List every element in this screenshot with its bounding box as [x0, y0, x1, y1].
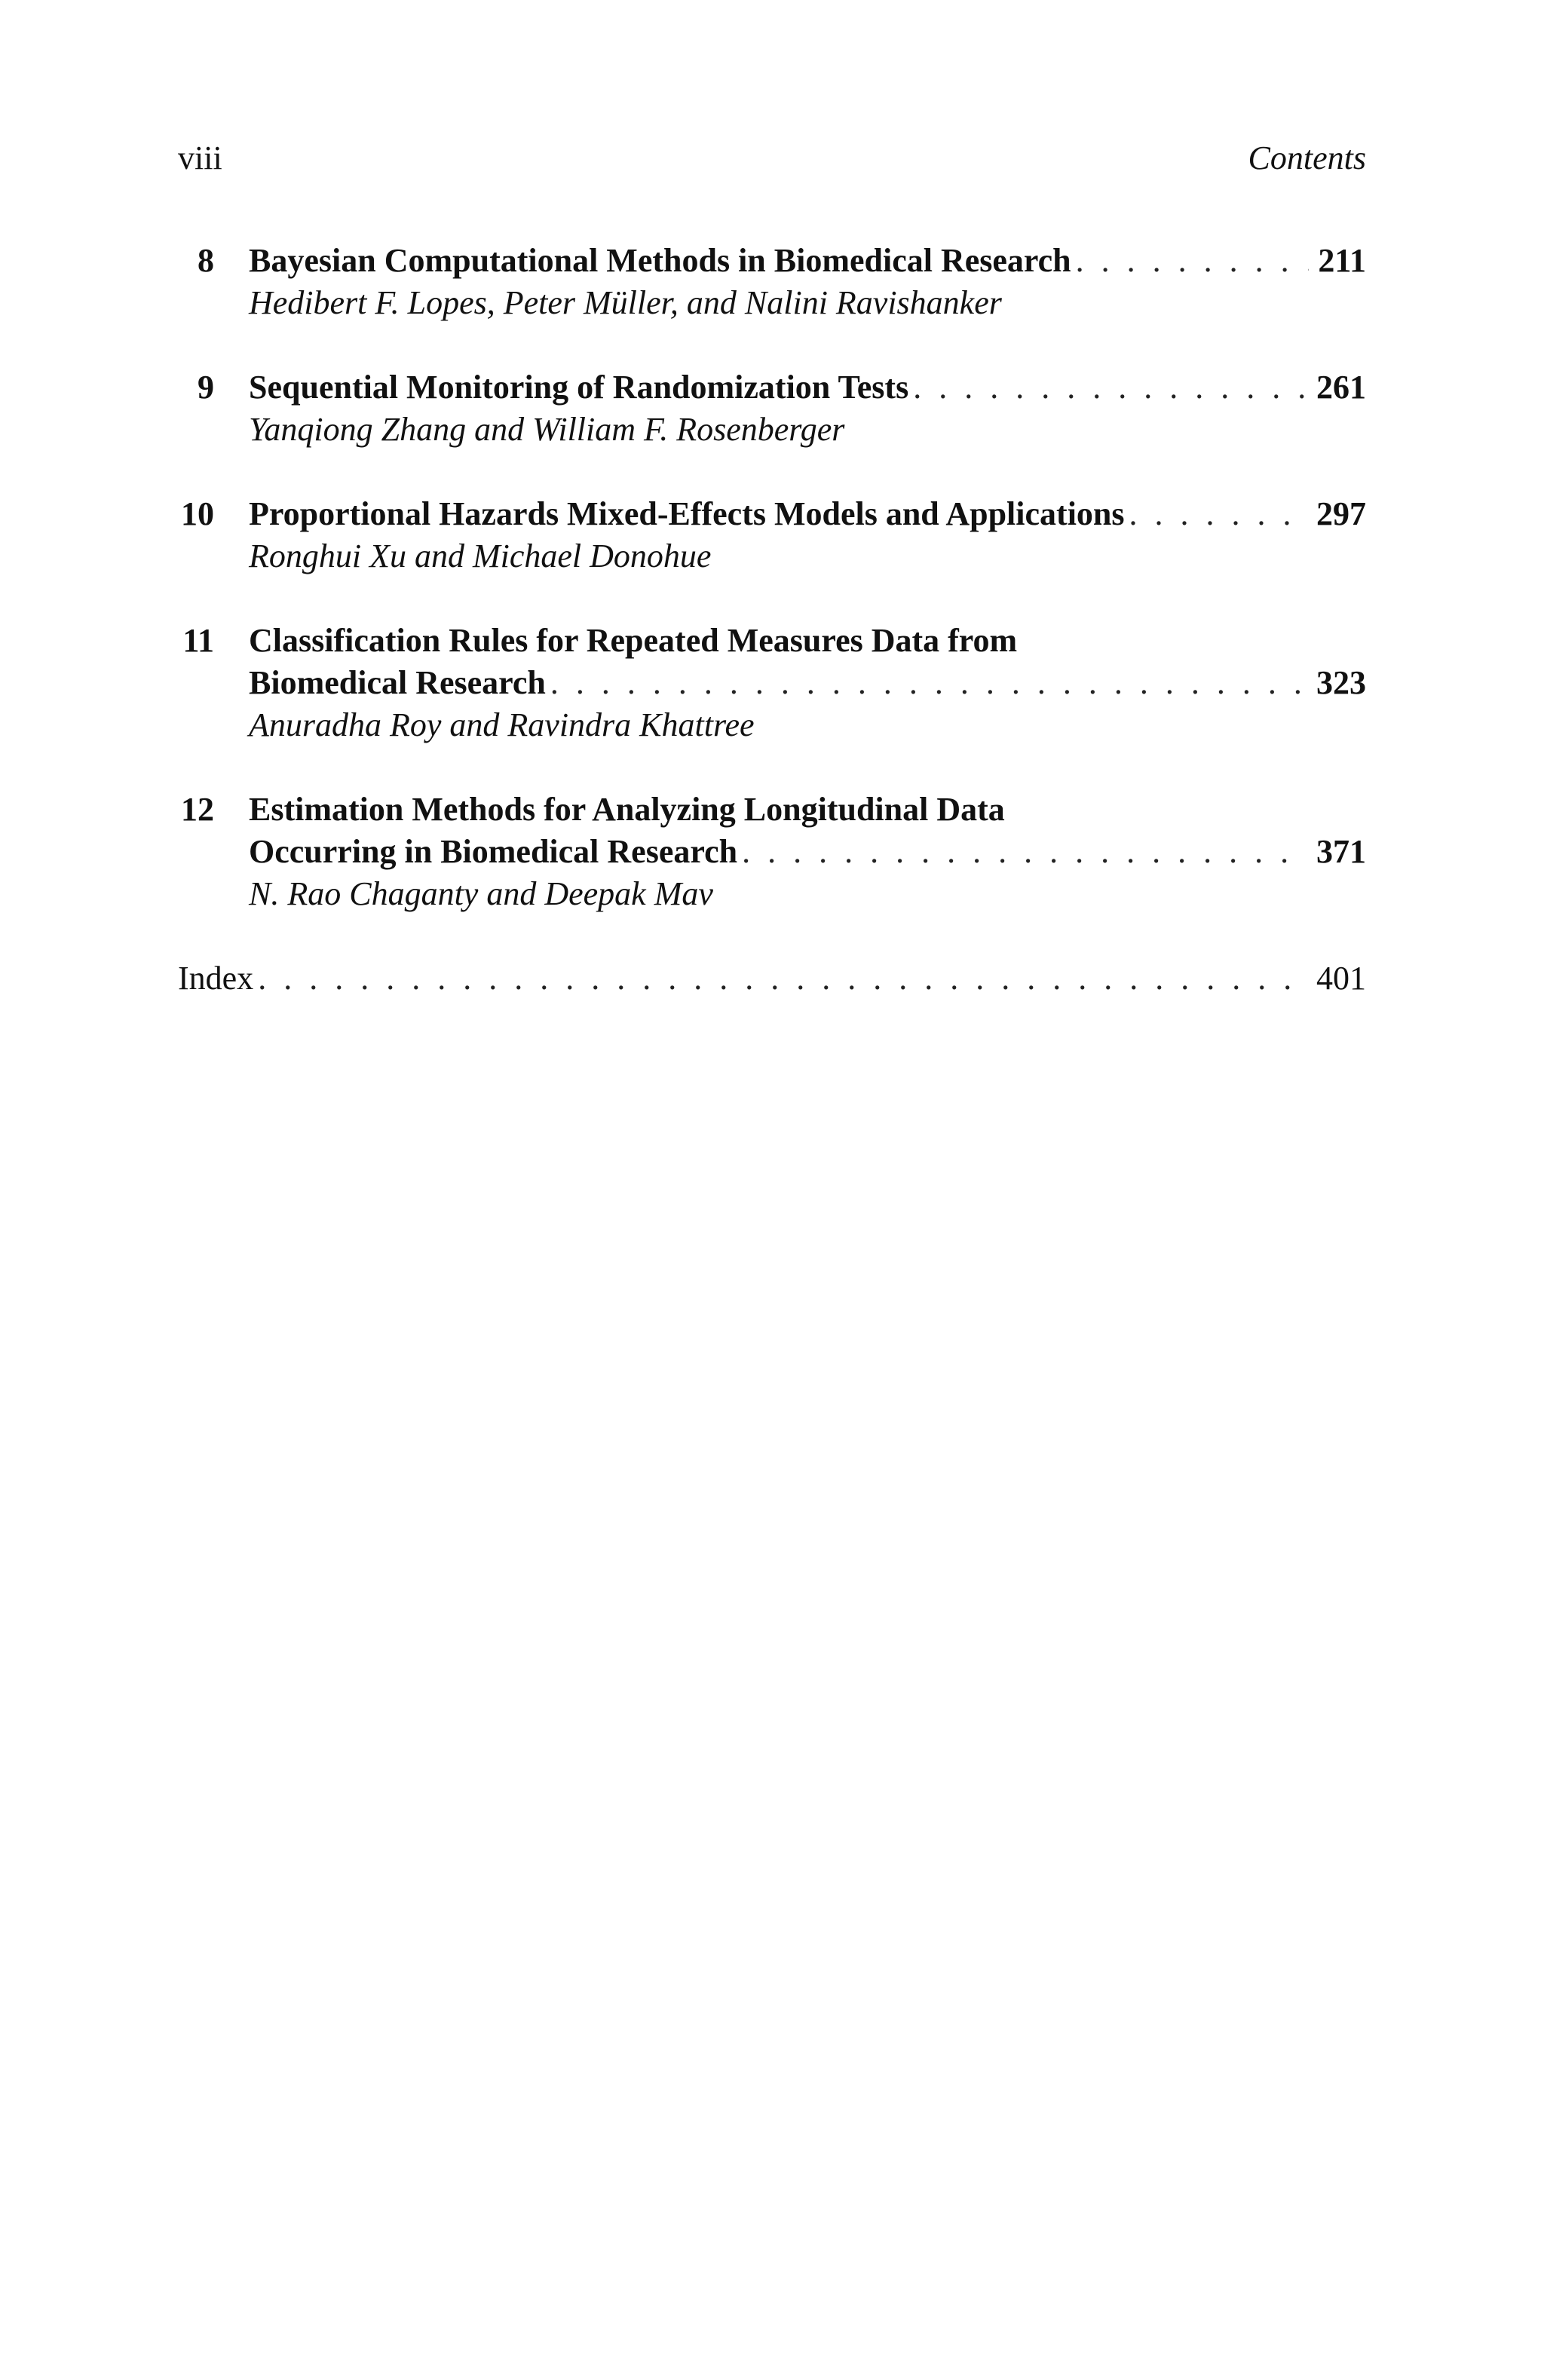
chapter-number: 8: [198, 242, 214, 279]
chapter-authors: Yanqiong Zhang and William F. Rosenberger: [249, 411, 845, 448]
chapter-number: 12: [181, 791, 214, 828]
running-head-section: Contents: [1248, 139, 1366, 176]
chapter-authors: Anuradha Roy and Ravindra Khattree: [249, 706, 755, 743]
chapter-title: Proportional Hazards Mixed-Effects Models and Applications: [249, 495, 1125, 532]
chapter-page-number: 211: [1318, 242, 1366, 279]
toc-entry-chapter-9[interactable]: [178, 366, 1366, 451]
table-of-contents: [178, 240, 1366, 1000]
dot-leader: [1076, 240, 1310, 282]
index-page-number: 401: [1316, 960, 1366, 997]
chapter-authors: Ronghui Xu and Michael Donohue: [249, 538, 712, 574]
book-page: [178, 0, 1366, 2380]
toc-entry-chapter-12[interactable]: [178, 789, 1366, 915]
toc-entry-chapter-10[interactable]: [178, 493, 1366, 577]
chapter-title-line-2: [249, 662, 1366, 704]
dot-leader: [1129, 493, 1307, 535]
chapter-title-continued: Occurring in Biomedical Research: [249, 833, 738, 870]
chapter-title-line: [249, 493, 1366, 535]
chapter-title-line-2: [249, 831, 1366, 873]
toc-entry-index[interactable]: [178, 957, 1366, 1000]
toc-entry-chapter-11[interactable]: [178, 620, 1366, 746]
dot-leader: [258, 957, 1307, 1000]
chapter-number: 9: [198, 369, 214, 406]
dot-leader: [913, 366, 1307, 409]
chapter-title: Estimation Methods for Analyzing Longitudinal Data: [249, 791, 1005, 828]
chapter-authors: Hedibert F. Lopes, Peter Müller, and Nalini Ravishanker: [249, 284, 1002, 321]
index-label: Index: [178, 960, 254, 997]
chapter-title: Bayesian Computational Methods in Biomedical Research: [249, 242, 1071, 279]
chapter-page-number: 261: [1316, 369, 1366, 406]
chapter-page-number: 323: [1316, 664, 1366, 701]
chapter-title-continued: Biomedical Research: [249, 664, 546, 701]
chapter-title-line: [249, 366, 1366, 409]
chapter-title-line-1: [249, 789, 1366, 831]
chapter-title: Sequential Monitoring of Randomization Tests: [249, 369, 909, 406]
chapter-number: 11: [182, 622, 214, 659]
chapter-title-line: [249, 240, 1366, 282]
running-head: [178, 136, 1366, 181]
dot-leader: [742, 831, 1307, 873]
dot-leader: [550, 662, 1307, 704]
chapter-number: 10: [181, 495, 214, 532]
chapter-authors: N. Rao Chaganty and Deepak Mav: [249, 875, 713, 912]
toc-entry-chapter-8[interactable]: [178, 240, 1366, 324]
chapter-page-number: 297: [1316, 495, 1366, 532]
page-folio: viii: [178, 139, 222, 176]
chapter-title: Classification Rules for Repeated Measures Data from: [249, 622, 1018, 659]
chapter-page-number: 371: [1316, 833, 1366, 870]
chapter-title-line-1: [249, 620, 1366, 662]
